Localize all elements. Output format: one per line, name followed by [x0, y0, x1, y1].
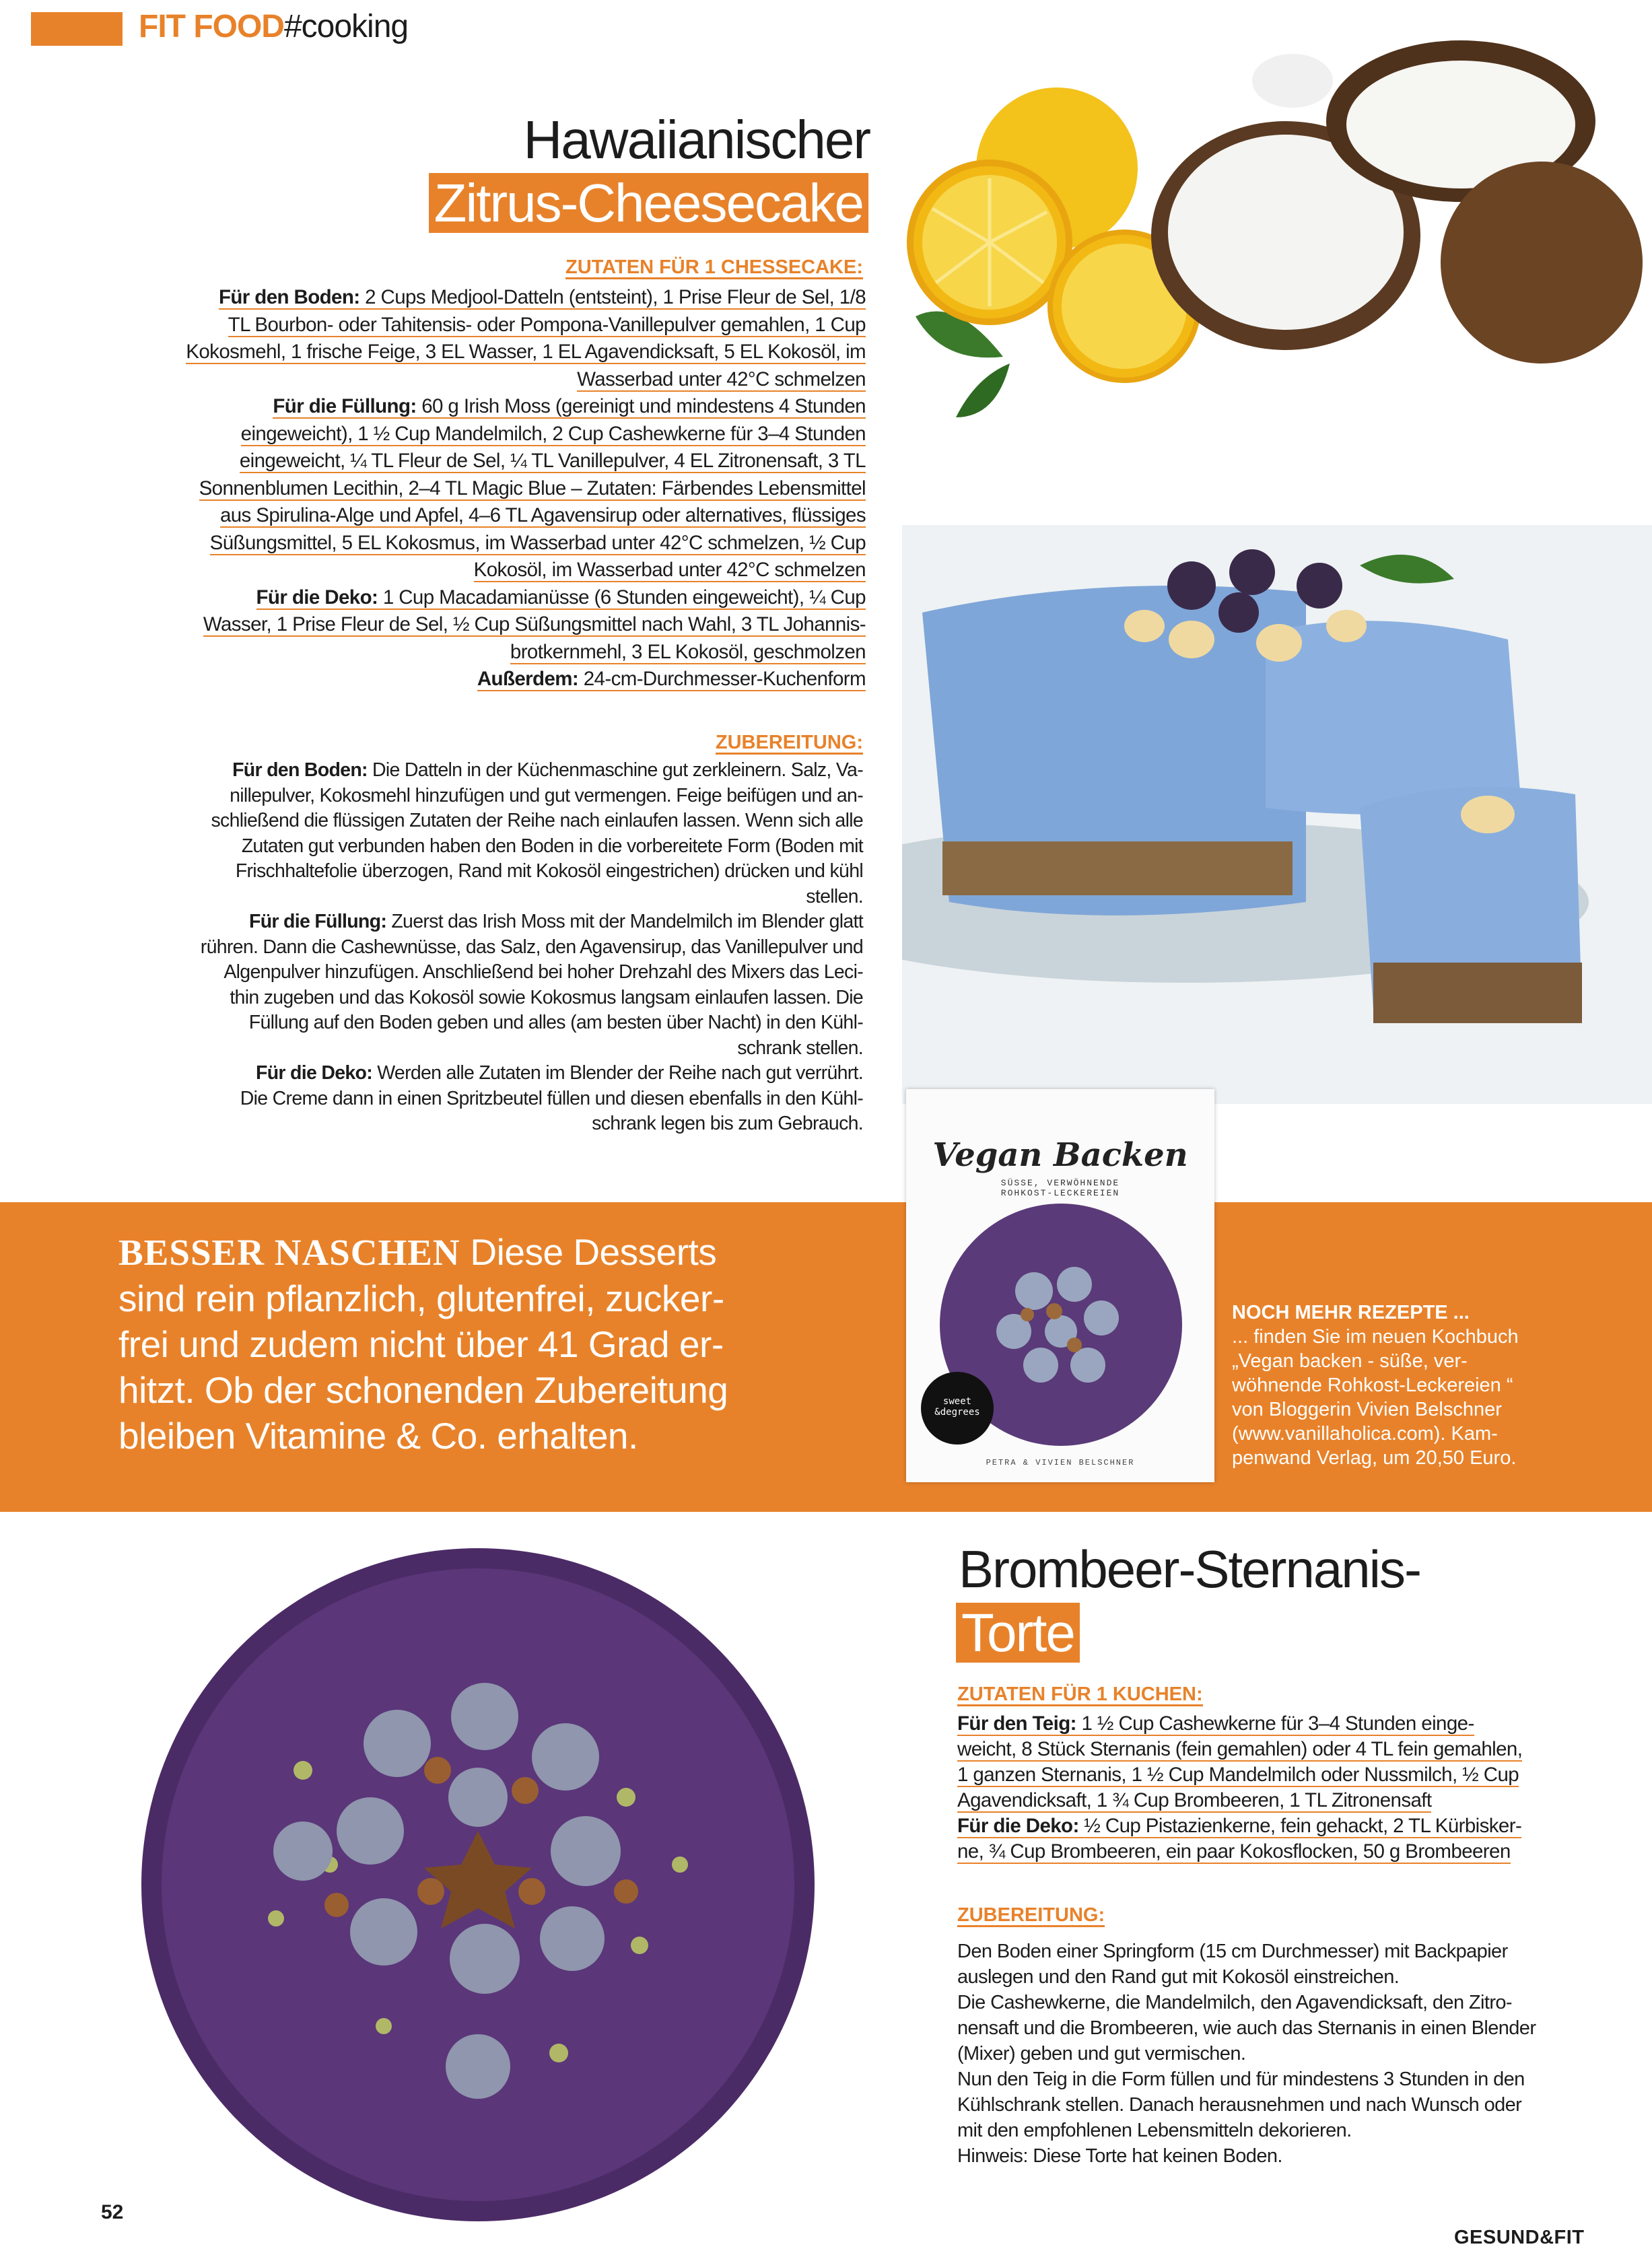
section-tag: #cooking: [283, 9, 409, 44]
text-line: [101, 530, 866, 557]
text-line-inner: [210, 532, 866, 555]
prep-line: auslegen und den Rand gut mit Kokosöl einstreichen.: [957, 1966, 1400, 1988]
band-line: [118, 1321, 832, 1367]
text-line: [101, 884, 863, 910]
page-number: 52: [101, 2201, 124, 2223]
magazine-name: GESUND&FIT: [1454, 2227, 1585, 2248]
text-line: [101, 448, 866, 475]
cookbook-subtitle-line2: ROHKOST-LECKEREIEN: [1000, 1188, 1120, 1198]
header-accent-bar: [31, 12, 123, 46]
band-line-text: frei und zudem nicht über 41 Grad er-: [118, 1323, 724, 1365]
recipe2-title-line2: Torte: [956, 1603, 1080, 1663]
line-label: Außerdem:: [477, 668, 579, 690]
text-line-inner: [232, 759, 863, 781]
text-line: [101, 1111, 863, 1137]
line-text: Werden alle Zutaten im Blender der Reihe nach gut verrührt.: [372, 1062, 863, 1084]
line-text: nillepulver, Kokosmehl hinzufügen und gut vermengen. Feige beifügen und an-: [230, 784, 863, 806]
text-line: [101, 1061, 863, 1086]
text-line: [101, 1010, 863, 1036]
text-line: [101, 611, 866, 639]
text-line-inner: [957, 1789, 1431, 1813]
text-line: [957, 1737, 1604, 1762]
band-line: [118, 1276, 832, 1321]
line-text: Zutaten gut verbunden haben den Boden in die vorbereitete Form (Boden mit: [241, 835, 863, 857]
text-line-inner: [806, 886, 863, 907]
note-line: „Vegan backen - süße, ver-: [1232, 1350, 1468, 1372]
recipe2-ingredients: [957, 1711, 1604, 1865]
text-line: [101, 935, 863, 961]
line-label: Für den Boden:: [232, 759, 368, 781]
note-line: (www.vanillaholica.com). Kam-: [1232, 1423, 1498, 1445]
line-text: schrank stellen.: [737, 1037, 863, 1059]
line-text: Sonnenblumen Lecithin, 2–4 TL Magic Blue – Zutaten: Färbendes Lebensmittel: [199, 477, 866, 499]
text-line: [101, 808, 863, 834]
cookbook-authors: PETRA & VIVIEN BELSCHNER: [986, 1458, 1135, 1467]
line-text: weicht, 8 Stück Sternanis (fein gemahlen) oder 4 TL fein gemahlen,: [957, 1738, 1523, 1760]
text-line: [101, 666, 866, 693]
text-line: [957, 1813, 1604, 1839]
note-line: wöhnende Rohkost-Leckereien “: [1232, 1375, 1513, 1396]
text-line: [101, 960, 863, 985]
line-text: Wasserbad unter 42°C schmelzen: [577, 368, 866, 390]
text-line-inner: [203, 613, 866, 637]
line-text: schließend die flüssigen Zutaten der Reihe nach einlaufen lassen. Wenn sich alle: [211, 810, 863, 831]
recipe2-title-line2-wrap: [956, 1603, 1080, 1663]
text-line-inner: [510, 641, 866, 664]
line-text: aus Spirulina-Alge und Apfel, 4–6 TL Agavensirup oder alternatives, flüssiges: [219, 504, 866, 526]
recipe2-prep-heading: ZUBEREITUNG:: [957, 1905, 1105, 1927]
section-name: FIT FOOD: [139, 9, 284, 44]
band-line: [118, 1367, 832, 1413]
text-line: [101, 909, 863, 935]
text-line-inner: [211, 810, 863, 831]
text-line: [101, 393, 866, 421]
line-text: 1 ½ Cup Cashewkerne für 3–4 Stunden einge-: [1076, 1712, 1474, 1735]
text-line: [101, 366, 866, 394]
line-text: eingeweicht, ¼ TL Fleur de Sel, ¼ TL Vanillepulver, 4 EL Zitronensaft, 3 TL: [239, 450, 866, 472]
text-line: [101, 339, 866, 366]
line-text: 1 ganzen Sternanis, 1 ½ Cup Mandelmilch oder Nussmilch, ½ Cup: [957, 1764, 1519, 1786]
text-line-inner: [249, 1012, 863, 1033]
recipe1-prep-heading: ZUBEREITUNG:: [716, 732, 863, 755]
text-line: [101, 1036, 863, 1062]
line-text: 24-cm-Durchmesser-Kuchenform: [578, 668, 866, 690]
sweet-degrees-badge: [921, 1372, 994, 1445]
section-header: [139, 8, 408, 45]
recipe1-title-line2: Zitrus-Cheesecake: [429, 173, 868, 233]
cheesecake-photo: [902, 525, 1652, 1104]
recipe1-ingredients-heading-wrap: [565, 257, 863, 279]
text-line: [101, 758, 863, 784]
line-text: Füllung auf den Boden geben und alles (am besten über Nacht) in den Kühl-: [248, 1012, 863, 1033]
cookbook-note-heading: NOCH MEHR REZEPTE ...: [1232, 1302, 1470, 1323]
line-text: Süßungsmittel, 5 EL Kokosmus, im Wasserbad unter 42°C schmelzen, ½ Cup: [209, 531, 866, 554]
recipe1-ingredients-heading: ZUTATEN FÜR 1 CHESSECAKE:: [565, 257, 863, 279]
note-line: ... finden Sie im neuen Kochbuch: [1232, 1326, 1519, 1348]
line-text: TL Bourbon- oder Tahitensis- oder Pompona-Vanillepulver gemahlen, 1 Cup: [228, 313, 866, 336]
text-line-inner: [240, 1088, 863, 1109]
cookbook-note: [1232, 1300, 1548, 1470]
text-line: [101, 557, 866, 584]
recipe1-title-line2-wrap: [429, 173, 868, 233]
cookbook-title: Vegan Backen: [932, 1136, 1188, 1174]
line-text: stellen.: [806, 885, 863, 907]
prep-line: (Mixer) geben und gut vermischen.: [957, 2043, 1246, 2064]
line-text: Frischhaltefolie überzogen, Rand mit Kokosöl eingestrichen) drücken und kühl: [235, 860, 863, 882]
prep-line: Hinweis: Diese Torte hat keinen Boden.: [957, 2145, 1282, 2167]
note-line: penwand Verlag, um 20,50 Euro.: [1232, 1447, 1517, 1469]
text-line: [101, 985, 863, 1011]
cookbook-subtitle: [906, 1178, 1214, 1198]
band-line: [118, 1229, 832, 1276]
text-line: [957, 1788, 1604, 1813]
line-text: 2 Cups Medjool-Datteln (entsteint), 1 Prise Fleur de Sel, 1/8: [359, 286, 866, 308]
text-line: [957, 1839, 1604, 1865]
line-text: Kokosöl, im Wasserbad unter 42°C schmelzen: [473, 559, 866, 581]
recipe1-prep-heading-wrap: [716, 732, 863, 755]
text-line-inner: [957, 1712, 1474, 1736]
recipe2-ingredients-heading-wrap: [957, 1684, 1203, 1706]
band-line-text: Diese Desserts: [460, 1231, 717, 1273]
citrus-coconut-photo: [875, 40, 1652, 417]
band-line: [118, 1413, 832, 1459]
text-line-inner: [199, 477, 866, 501]
line-label: Für die Deko:: [256, 1062, 373, 1084]
line-label: Für den Boden:: [218, 286, 360, 308]
line-text: 60 g Irish Moss (gereinigt und mindestens 4 Stunden: [416, 395, 866, 417]
recipe1-title-line1: Hawaiianischer: [523, 110, 870, 170]
line-text: 1 Cup Macadamianüsse (6 Stunden eingeweicht), ¼ Cup: [378, 586, 866, 609]
text-line-inner: [220, 504, 866, 528]
badge-line1: sweet: [942, 1396, 972, 1407]
band-line-text: hitzt. Ob der schonenden Zubereitung: [118, 1369, 728, 1411]
line-label: Für den Teig:: [957, 1712, 1076, 1735]
text-line: [101, 639, 866, 666]
prep-line: mit den empfohlenen Lebensmitteln dekorieren.: [957, 2120, 1352, 2141]
recipe2-preparation: [957, 1939, 1604, 2169]
prep-line: Nun den Teig in die Form füllen und für mindestens 3 Stunden in den: [957, 2069, 1525, 2090]
text-line: [957, 1762, 1604, 1788]
text-line-inner: [186, 341, 866, 364]
line-text: Wasser, 1 Prise Fleur de Sel, ½ Cup Süßungsmittel nach Wahl, 3 TL Johannis-: [203, 613, 866, 635]
recipe1-preparation: [101, 758, 863, 1137]
line-label: Für die Füllung:: [273, 395, 417, 417]
line-text: Die Creme dann in einen Spritzbeutel füllen und diesen ebenfalls in den Kühl-: [240, 1087, 863, 1109]
line-text: ½ Cup Pistazienkerne, fein gehackt, 2 TL Kürbisker-: [1078, 1815, 1522, 1837]
text-line-inner: [223, 961, 863, 983]
blackberry-tart-photo: [101, 1515, 862, 2242]
text-line-inner: [230, 987, 863, 1008]
text-line: [101, 784, 863, 809]
prep-line: nensaft und die Brombeeren, wie auch das Sternanis in einen Blender: [957, 2017, 1536, 2039]
text-line: [101, 859, 863, 884]
text-line-inner: [592, 1113, 863, 1134]
text-line: [101, 421, 866, 448]
line-label: Für die Deko:: [256, 586, 378, 609]
text-line-inner: [474, 559, 866, 582]
text-line: [957, 1711, 1604, 1737]
note-line: von Bloggerin Vivien Belschner: [1232, 1399, 1502, 1420]
line-text: Agavendicksaft, 1 ¾ Cup Brombeeren, 1 TL Zitronensaft: [957, 1789, 1432, 1811]
text-line-inner: [957, 1738, 1522, 1762]
band-line-text: bleiben Vitamine & Co. erhalten.: [118, 1415, 638, 1457]
text-line-inner: [230, 785, 863, 806]
text-line-inner: [273, 395, 866, 419]
line-text: ne, ¾ Cup Brombeeren, ein paar Kokosflocken, 50 g Brombeeren: [957, 1840, 1511, 1863]
cookbook-note-text: [1232, 1325, 1548, 1470]
badge-line2: &degrees: [934, 1407, 980, 1418]
line-text: schrank legen bis zum Gebrauch.: [592, 1113, 863, 1134]
cookbook-subtitle-line1: SÜSSE, VERWÖHNENDE: [1000, 1178, 1120, 1188]
recipe2-title-line1: Brombeer-Sternanis-: [959, 1539, 1420, 1599]
text-line-inner: [477, 668, 866, 691]
cookbook-cover: [906, 1089, 1214, 1482]
band-lead: BESSER NASCHEN: [118, 1232, 460, 1273]
line-text: Algenpulver hinzufügen. Anschließend bei hoher Drehzahl des Mixers das Leci-: [223, 961, 863, 983]
line-label: Für die Füllung:: [249, 911, 387, 932]
recipe1-ingredients: [101, 284, 866, 693]
line-text: eingeweicht), 1 ½ Cup Mandelmilch, 2 Cup Cashewkerne für 3–4 Stunden: [240, 422, 866, 445]
text-line: [101, 312, 866, 339]
line-text: thin zugeben und das Kokosöl sowie Kokosmus langsam einlaufen lassen. Die: [230, 986, 863, 1008]
prep-line: Kühlschrank stellen. Danach herausnehmen und nach Wunsch oder: [957, 2094, 1522, 2116]
band-line-text: sind rein pflanzlich, glutenfrei, zucker-: [118, 1278, 724, 1319]
line-text: brotkernmehl, 3 EL Kokosöl, geschmolzen: [510, 640, 866, 663]
text-line-inner: [577, 368, 866, 392]
text-line-inner: [256, 1062, 863, 1084]
text-line: [101, 502, 866, 530]
text-line-inner: [201, 936, 863, 958]
line-text: Kokosmehl, 1 frische Feige, 3 EL Wasser, 1 EL Agavendicksaft, 5 EL Kokosöl, im: [186, 341, 866, 363]
band-text: [118, 1229, 832, 1459]
text-line-inner: [242, 835, 863, 857]
text-line: [101, 1086, 863, 1112]
text-line-inner: [219, 286, 866, 310]
text-line-inner: [249, 911, 863, 932]
text-line-inner: [737, 1037, 863, 1059]
text-line-inner: [240, 450, 866, 473]
text-line-inner: [256, 586, 866, 610]
line-text: Die Datteln in der Küchenmaschine gut zerkleinern. Salz, Va-: [367, 759, 863, 781]
line-text: Zuerst das Irish Moss mit der Mandelmilch im Blender glatt: [386, 911, 863, 932]
text-line-inner: [957, 1764, 1519, 1787]
recipe2-prep-heading-wrap: [957, 1905, 1105, 1927]
prep-line: Die Cashewkerne, die Mandelmilch, den Agavendicksaft, den Zitro-: [957, 1992, 1512, 2013]
text-line: [101, 284, 866, 312]
line-label: Für die Deko:: [957, 1815, 1079, 1837]
text-line-inner: [957, 1840, 1511, 1864]
recipe2-ingredients-heading: ZUTATEN FÜR 1 KUCHEN:: [957, 1684, 1203, 1706]
text-line: [101, 834, 863, 860]
text-line-inner: [228, 314, 866, 337]
line-text: rühren. Dann die Cashewnüsse, das Salz, den Agavensirup, das Vanillepulver und: [200, 936, 863, 958]
prep-line: Den Boden einer Springform (15 cm Durchmesser) mit Backpapier: [957, 1941, 1508, 1962]
text-line: [101, 584, 866, 612]
text-line-inner: [241, 423, 866, 446]
text-line: [101, 475, 866, 503]
text-line-inner: [957, 1815, 1521, 1838]
text-line-inner: [236, 860, 863, 882]
